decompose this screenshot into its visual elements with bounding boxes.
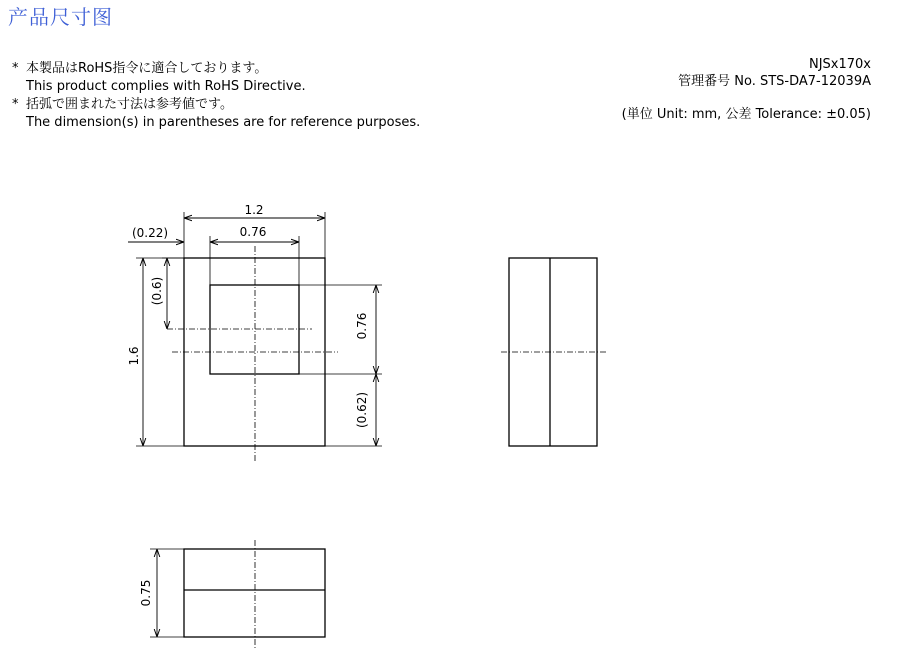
electrode-pad — [210, 285, 299, 374]
note-text: This product complies with RoHS Directive. — [26, 79, 306, 94]
label-thickness: 0.75 — [139, 579, 153, 607]
label-bottom-offset: (0.62) — [355, 391, 369, 429]
top-view-centerlines — [167, 246, 338, 462]
note-asterisk: * — [12, 97, 19, 112]
note-text: 本製品はRoHS指令に適合しております。 — [26, 61, 268, 76]
note-text: The dimension(s) in parentheses are for reference purposes. — [26, 115, 421, 130]
front-body — [184, 549, 325, 637]
label-width-total: 1.2 — [244, 203, 264, 217]
note-text: 括弧で囲まれた寸法は参考値です。 — [26, 97, 233, 112]
label-top-offset: (0.6) — [150, 276, 164, 306]
note-asterisk: * — [12, 61, 19, 76]
tolerance-note: (単位 Unit: mm, 公差 Tolerance: ±0.05) — [621, 107, 871, 122]
part-number: NJSx170x — [808, 57, 871, 72]
page-title: 产品尺寸图 — [8, 5, 113, 29]
control-number: 管理番号 No. STS-DA7-12039A — [678, 74, 871, 89]
label-width-inner: 0.76 — [239, 225, 267, 239]
label-left-offset: (0.22) — [131, 226, 169, 240]
label-height-total: 1.6 — [127, 346, 141, 366]
dimension-lines — [128, 218, 376, 446]
front-view — [184, 549, 325, 637]
label-height-inner: 0.76 — [355, 312, 369, 340]
front-extension-lines — [150, 549, 184, 637]
